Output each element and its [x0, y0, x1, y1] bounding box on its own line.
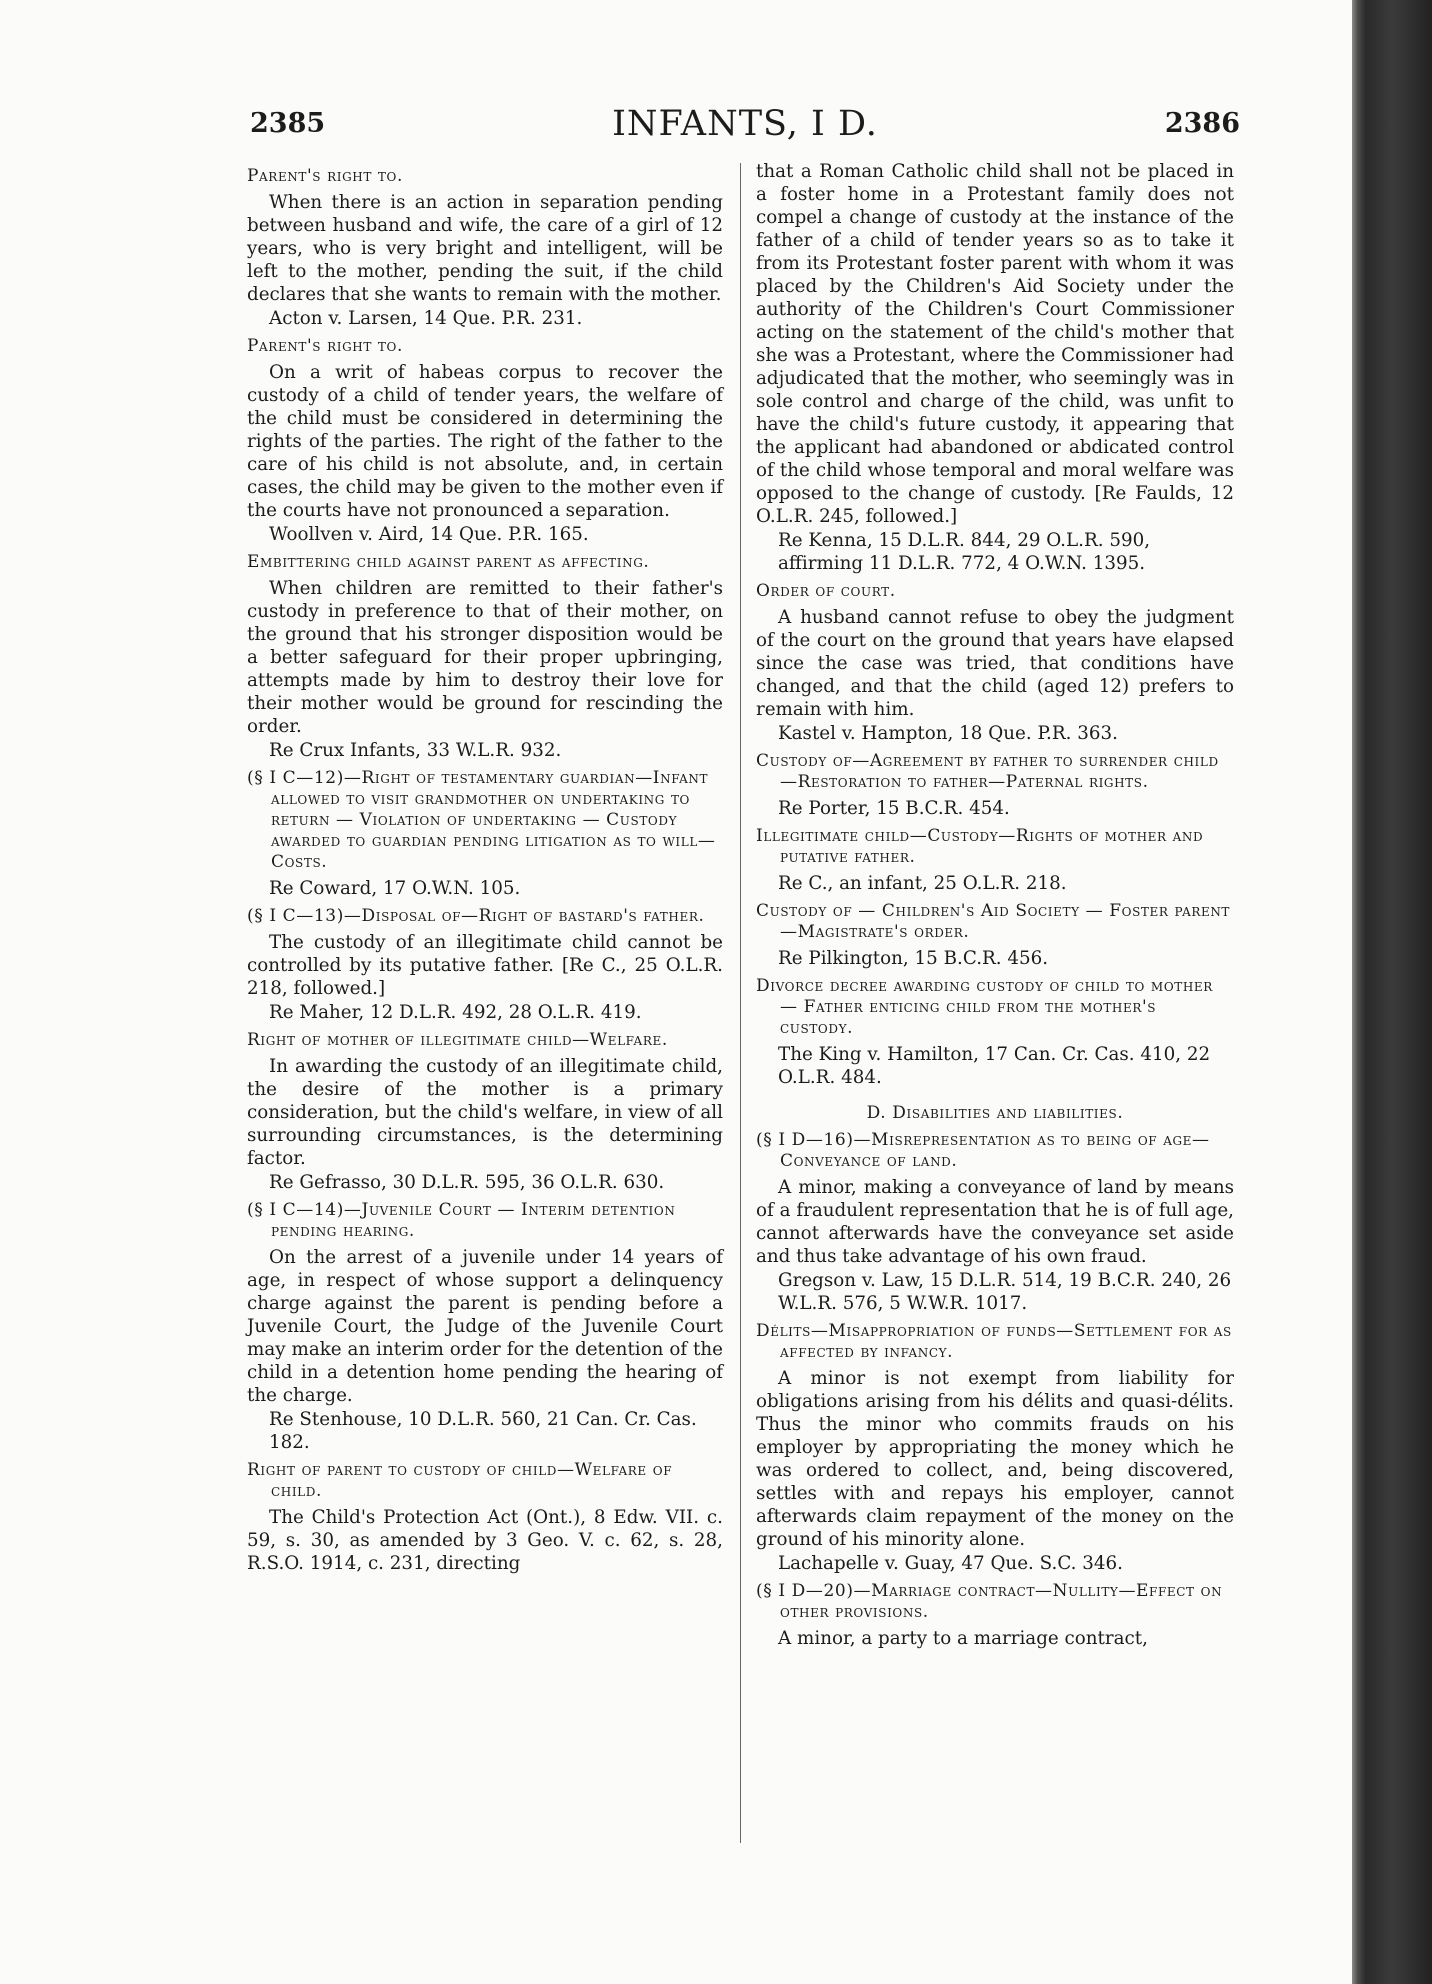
body-paragraph: The custody of an illegitimate child cannot be controlled by its putative father. [Re C., 25 O.L.R. 218, followed.] [247, 932, 723, 999]
left-column [247, 160, 723, 1575]
entry-heading: (§ I D—20)—Marriage contract—Nullity—Effect on other provisions. [756, 1581, 1223, 1622]
column-divider [740, 163, 741, 1843]
running-title: INFANTS, I D. [612, 104, 878, 144]
body-paragraph: In awarding the custody of an illegitimate child, the desire of the mother is a primary consideration, but the child's welfare, in view of all surrounding circumstances, is the determining factor. [247, 1056, 723, 1169]
case-citation: Lachapelle v. Guay, 47 Que. S.C. 346. [778, 1553, 1123, 1574]
entry-heading: (§ I C—14)—Juvenile Court — Interim detention pending hearing. [247, 1200, 676, 1241]
left-page-number: 2385 [250, 108, 326, 139]
case-citation: Woollven v. Aird, 14 Que. P.R. 165. [269, 524, 589, 545]
entry-heading: Right of parent to custody of child—Welfare of child. [247, 1460, 673, 1501]
book-binding-edge [1352, 0, 1432, 1984]
case-citation: Re Stenhouse, 10 D.L.R. 560, 21 Can. Cr. Cas. 182. [269, 1409, 697, 1453]
body-paragraph: When children are remitted to their father's custody in preference to that of their mother, on the ground that his stronger disposition would be a better safeguard for their proper upbringing, attempts made by him to destroy their love for their mother would be ground for rescinding the order. [247, 578, 723, 737]
continued-paragraph: that a Roman Catholic child shall not be placed in a foster home in a Protestant family does not compel a change of custody at the instance of the father of a child of tender years so as to take it from its Protestant foster parent with whom it was placed by the Children's Aid Society under the authority of the Children's Court Commissioner acting on the statement of the child's mother that she was a Protestant, where the Commissioner had adjudicated that the mother, who seemingly was in sole control and charge of the child, was unfit to have the child's future custody, it appearing that the applicant had abandoned or abdicated control of the child whose temporal and moral welfare was opposed to the change of custody. [Re Faulds, 12 O.L.R. 245, followed.] [756, 161, 1234, 527]
entry-heading: (§ I D—16)—Misrepresentation as to being of age—Conveyance of land. [756, 1130, 1210, 1171]
case-citation: Re Kenna, 15 D.L.R. 844, 29 O.L.R. 590, affirming 11 D.L.R. 772, 4 O.W.N. 1395. [778, 530, 1151, 574]
case-citation: Re Crux Infants, 33 W.L.R. 932. [269, 740, 562, 761]
case-citation: Re Coward, 17 O.W.N. 105. [269, 878, 521, 899]
entry-heading: Custody of — Children's Aid Society — Foster parent—Magistrate's order. [756, 901, 1231, 942]
case-citation: Re C., an infant, 25 O.L.R. 218. [778, 873, 1067, 894]
body-paragraph: On the arrest of a juvenile under 14 years of age, in respect of whose support a delinquency charge against the parent is pending before a Juvenile Court, the Judge of the Juvenile Court may make an interim order for the detention of the child in a detention home pending the hearing of the charge. [247, 1247, 723, 1406]
right-page-number: 2386 [1164, 108, 1240, 139]
body-paragraph: A minor, a party to a marriage contract, [778, 1628, 1148, 1649]
body-paragraph: When there is an action in separation pending between husband and wife, the care of a girl of 12 years, who is very bright and intelligent, will be left to the mother, pending the suit, if the child declares that she wants to remain with the mother. [247, 192, 723, 305]
entry-heading: Parent's right to. [247, 166, 403, 186]
case-citation: The King v. Hamilton, 17 Can. Cr. Cas. 410, 22 O.L.R. 484. [778, 1044, 1211, 1088]
entry-heading: Illegitimate child—Custody—Rights of mother and putative father. [756, 826, 1204, 867]
case-citation: Re Maher, 12 D.L.R. 492, 28 O.L.R. 419. [269, 1002, 642, 1023]
entry-heading: Order of court. [756, 581, 896, 601]
body-paragraph: A husband cannot refuse to obey the judgment of the court on the ground that years have elapsed since the case was tried, that conditions have changed, and that the child (aged 12) prefers to remain with him. [756, 607, 1234, 720]
running-header [250, 104, 1240, 148]
body-paragraph: A minor, making a conveyance of land by means of a fraudulent representation that he is of full age, cannot afterwards have the conveyance set aside and thus take advantage of his own fraud. [756, 1177, 1234, 1267]
entry-heading: (§ I C—13)—Disposal of—Right of bastard's father. [247, 906, 705, 926]
entry-heading: Custody of—Agreement by father to surrender child—Restoration to father—Paternal rights. [756, 751, 1219, 792]
body-paragraph: A minor is not exempt from liability for obligations arising from his délits and quasi-délits. Thus the minor who commits frauds on his employer by appropriating the money which he was ordered to collect, and, being discovered, settles with and repays his employer, cannot afterwards claim repayment of the money on the ground of his minority alone. [756, 1368, 1234, 1550]
section-heading: D. Disabilities and liabilities. [866, 1103, 1124, 1123]
entry-heading: Parent's right to. [247, 336, 403, 356]
entry-heading: Embittering child against parent as affecting. [247, 552, 650, 572]
case-citation: Kastel v. Hampton, 18 Que. P.R. 363. [778, 723, 1118, 744]
entry-heading: Délits—Misappropriation of funds—Settlement for as affected by infancy. [756, 1321, 1232, 1362]
entry-heading: Divorce decree awarding custody of child to mother — Father enticing child from the mother's custody. [756, 976, 1213, 1038]
entry-heading: Right of mother of illegitimate child—Welfare. [247, 1030, 668, 1050]
right-column [756, 160, 1234, 1650]
case-citation: Gregson v. Law, 15 D.L.R. 514, 19 B.C.R. 240, 26 W.L.R. 576, 5 W.W.R. 1017. [778, 1270, 1232, 1314]
body-paragraph: On a writ of habeas corpus to recover the custody of a child of tender years, the welfare of the child must be considered in determining the rights of the parties. The right of the father to the care of his child is not absolute, and, in certain cases, the child may be given to the mother even if the courts have not pronounced a separation. [247, 362, 723, 521]
case-citation: Re Gefrasso, 30 D.L.R. 595, 36 O.L.R. 630. [269, 1172, 665, 1193]
case-citation: Re Porter, 15 B.C.R. 454. [778, 798, 1010, 819]
body-paragraph: The Child's Protection Act (Ont.), 8 Edw. VII. c. 59, s. 30, as amended by 3 Geo. V. c. 62, s. 28, R.S.O. 1914, c. 231, directing [247, 1507, 723, 1574]
case-citation: Re Pilkington, 15 B.C.R. 456. [778, 948, 1049, 969]
case-citation: Acton v. Larsen, 14 Que. P.R. 231. [269, 308, 583, 329]
entry-heading: (§ I C—12)—Right of testamentary guardian—Infant allowed to visit grandmother on undertaking to return — Violation of undertaking — Custody awarded to guardian pending litigation as to will—Costs. [247, 768, 716, 872]
